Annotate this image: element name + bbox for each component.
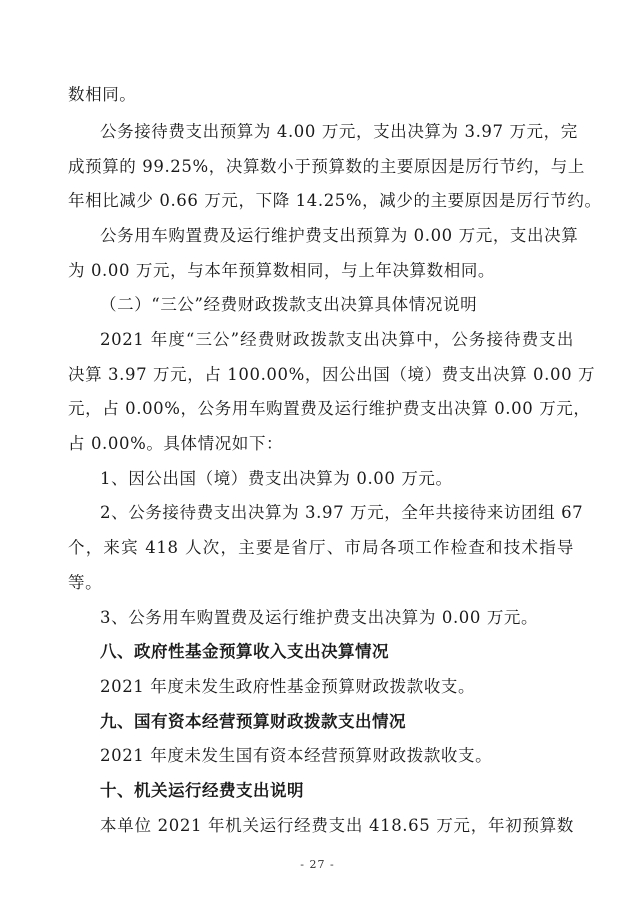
list-item-1: 1、因公出国（境）费支出决算为 0.00 万元。 <box>100 469 453 488</box>
page-number: - 27 - <box>300 858 335 871</box>
text-line-10: 元，占 0.00%，公务用车购置费及运行维护费支出决算 0.00 万元， <box>68 399 591 418</box>
section-9-body: 2021 年度未发生国有资本经营预算财政拨款收支。 <box>100 746 493 765</box>
text-line-5: 公务用车购置费及运行维护费支出预算为 0.00 万元，支出决算 <box>100 226 579 245</box>
section-10-body: 本单位 2021 年机关运行经费支出 418.65 万元，年初预算数 <box>100 816 574 835</box>
section-8-body: 2021 年度未发生政府性基金预算财政拨款收支。 <box>100 677 476 696</box>
text-line-2: 公务接待费支出预算为 4.00 万元，支出决算为 3.97 万元，完 <box>100 122 578 141</box>
section-heading-10: 十、机关运行经费支出说明 <box>100 781 304 800</box>
section-heading-9: 九、国有资本经营预算财政拨款支出情况 <box>100 712 406 731</box>
text-line-6: 为 0.00 万元，与本年预算数相同，与上年决算数相同。 <box>68 261 496 280</box>
section-heading-8: 八、政府性基金预算收入支出决算情况 <box>100 642 389 661</box>
text-line-9: 决算 3.97 万元，占 100.00%，因公出国（境）费支出决算 0.00 万 <box>68 365 596 384</box>
list-item-2-cont: 个，来宾 418 人次，主要是省厅、市局各项工作检查和技术指导 <box>68 538 574 557</box>
list-item-2: 2、公务接待费支出决算为 3.97 万元，全年共接待来访团组 67 <box>100 503 584 522</box>
text-line-11: 占 0.00%。具体情况如下： <box>68 434 284 453</box>
text-line-1: 数相同。 <box>68 85 137 104</box>
text-line-3: 成预算的 99.25%，决算数小于预算数的主要原因是厉行节约，与上 <box>68 157 585 176</box>
text-line-4: 年相比减少 0.66 万元，下降 14.25%，减少的主要原因是厉行节约。 <box>68 191 602 210</box>
text-line-8: 2021 年度“三公”经费财政拨款支出决算中，公务接待费支出 <box>100 330 574 349</box>
list-item-3: 3、公务用车购置费及运行维护费支出决算为 0.00 万元。 <box>100 608 539 627</box>
section-subheading: （二）“三公”经费财政拨款支出决算具体情况说明 <box>100 295 478 314</box>
list-item-2-end: 等。 <box>68 573 103 592</box>
